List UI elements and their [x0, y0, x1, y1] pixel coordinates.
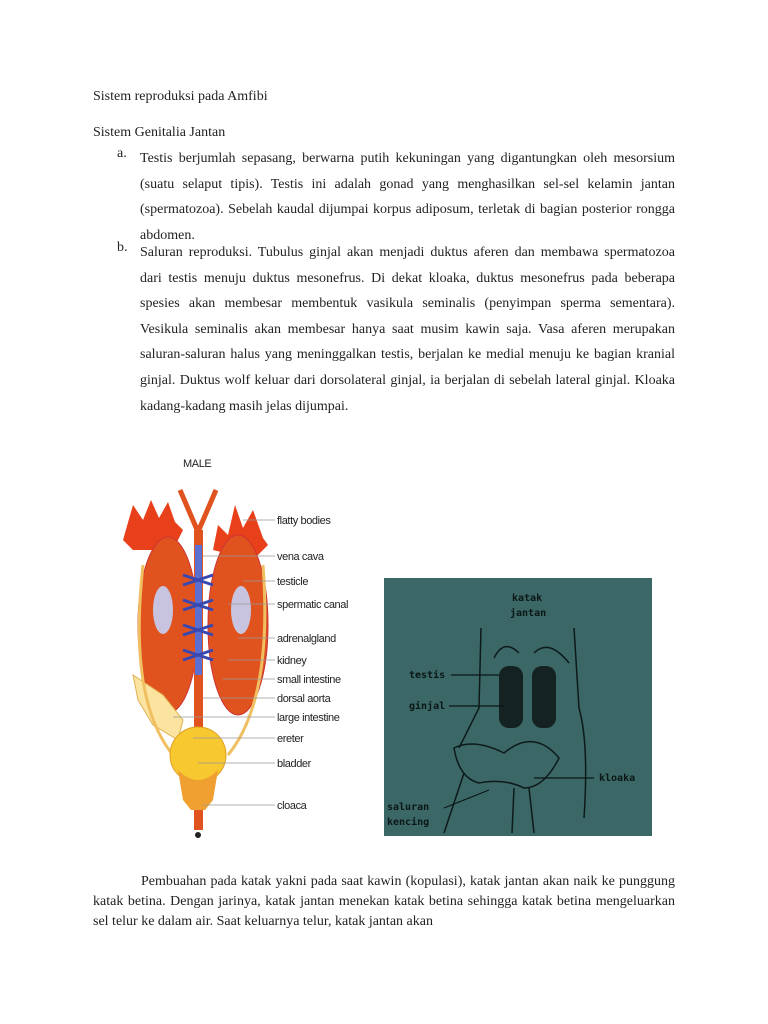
diagram-label: adrenalgland — [277, 633, 336, 645]
list-item-text: Testis berjumlah sepasang, berwarna putih kekuningan yang digantungkan oleh mesorsium (suatu selaput tipis). Testis ini adalah gonad yang menghasilkan sel-sel kelamin jantan (spermatozoa). Sebelah kaudal dijumpai korpus adiposum, terletak di bagian posterior rongga abdomen. — [140, 151, 675, 243]
list-item — [117, 240, 675, 419]
photo-label-ginjal: ginjal — [409, 701, 446, 712]
diagram-label: dorsal aorta — [277, 693, 331, 705]
diagram-label: spermatic canal — [277, 599, 349, 611]
frog-anatomy-photo — [384, 578, 652, 836]
photo-label-saluran: saluran — [387, 802, 430, 813]
diagram-label: ereter — [277, 733, 304, 745]
photo-label-kloaka: kloaka — [599, 773, 636, 784]
list-item — [117, 146, 675, 248]
list-marker: b. — [117, 240, 128, 255]
diagram-label: bladder — [277, 758, 311, 770]
photo-label-testis: testis — [409, 670, 446, 681]
list-item-text: Saluran reproduksi. Tubulus ginjal akan menjadi duktus aferen dan membawa spermatozoa dari testis menuju duktus mesonefrus. Di dekat kloaka, duktus mesonefrus pada beberapa spesies akan membesar membentuk vasikula seminalis (penyimpan sperma sementara). Vesikula seminalis akan membesar hanya saat musim kawin saja. Vasa aferen merupakan saluran-saluran halus yang meninggalkan testis, berjalan ke medial menuju ke bagian kranial ginjal. Duktus wolf keluar dari dorsolateral ginjal, ia berjalan di sebelah lateral ginjal. Kloaka kadang-kadang masih jelas dijumpai. — [140, 245, 675, 414]
diagram-label: flatty bodies — [277, 515, 331, 527]
diagram-label: small intestine — [277, 674, 341, 686]
body-paragraph: Pembuahan pada katak yakni pada saat kawin (kopulasi), katak jantan akan naik ke punggung katak betina. Dengan jarinya, katak jantan menekan katak betina sehingga katak betina mengeluarkan sel telur ke dalam air. Saat keluarnya telur, katak jantan akan — [93, 874, 675, 929]
page-title: Sistem reproduksi pada Amfibi — [93, 89, 268, 104]
diagram-label: cloaca — [277, 800, 307, 812]
list-marker: a. — [117, 146, 127, 161]
male-frog-reproductive-diagram — [113, 450, 353, 840]
photo-title: katak — [512, 593, 543, 604]
diagram-title: MALE — [183, 458, 212, 470]
diagram-label: kidney — [277, 655, 307, 667]
diagram-label: large intestine — [277, 712, 340, 724]
diagram-label: vena cava — [277, 551, 324, 563]
photo-title: jantan — [510, 608, 547, 619]
section-heading: Sistem Genitalia Jantan — [93, 125, 226, 140]
diagram-label: testicle — [277, 576, 309, 588]
photo-label-saluran: kencing — [387, 817, 430, 828]
